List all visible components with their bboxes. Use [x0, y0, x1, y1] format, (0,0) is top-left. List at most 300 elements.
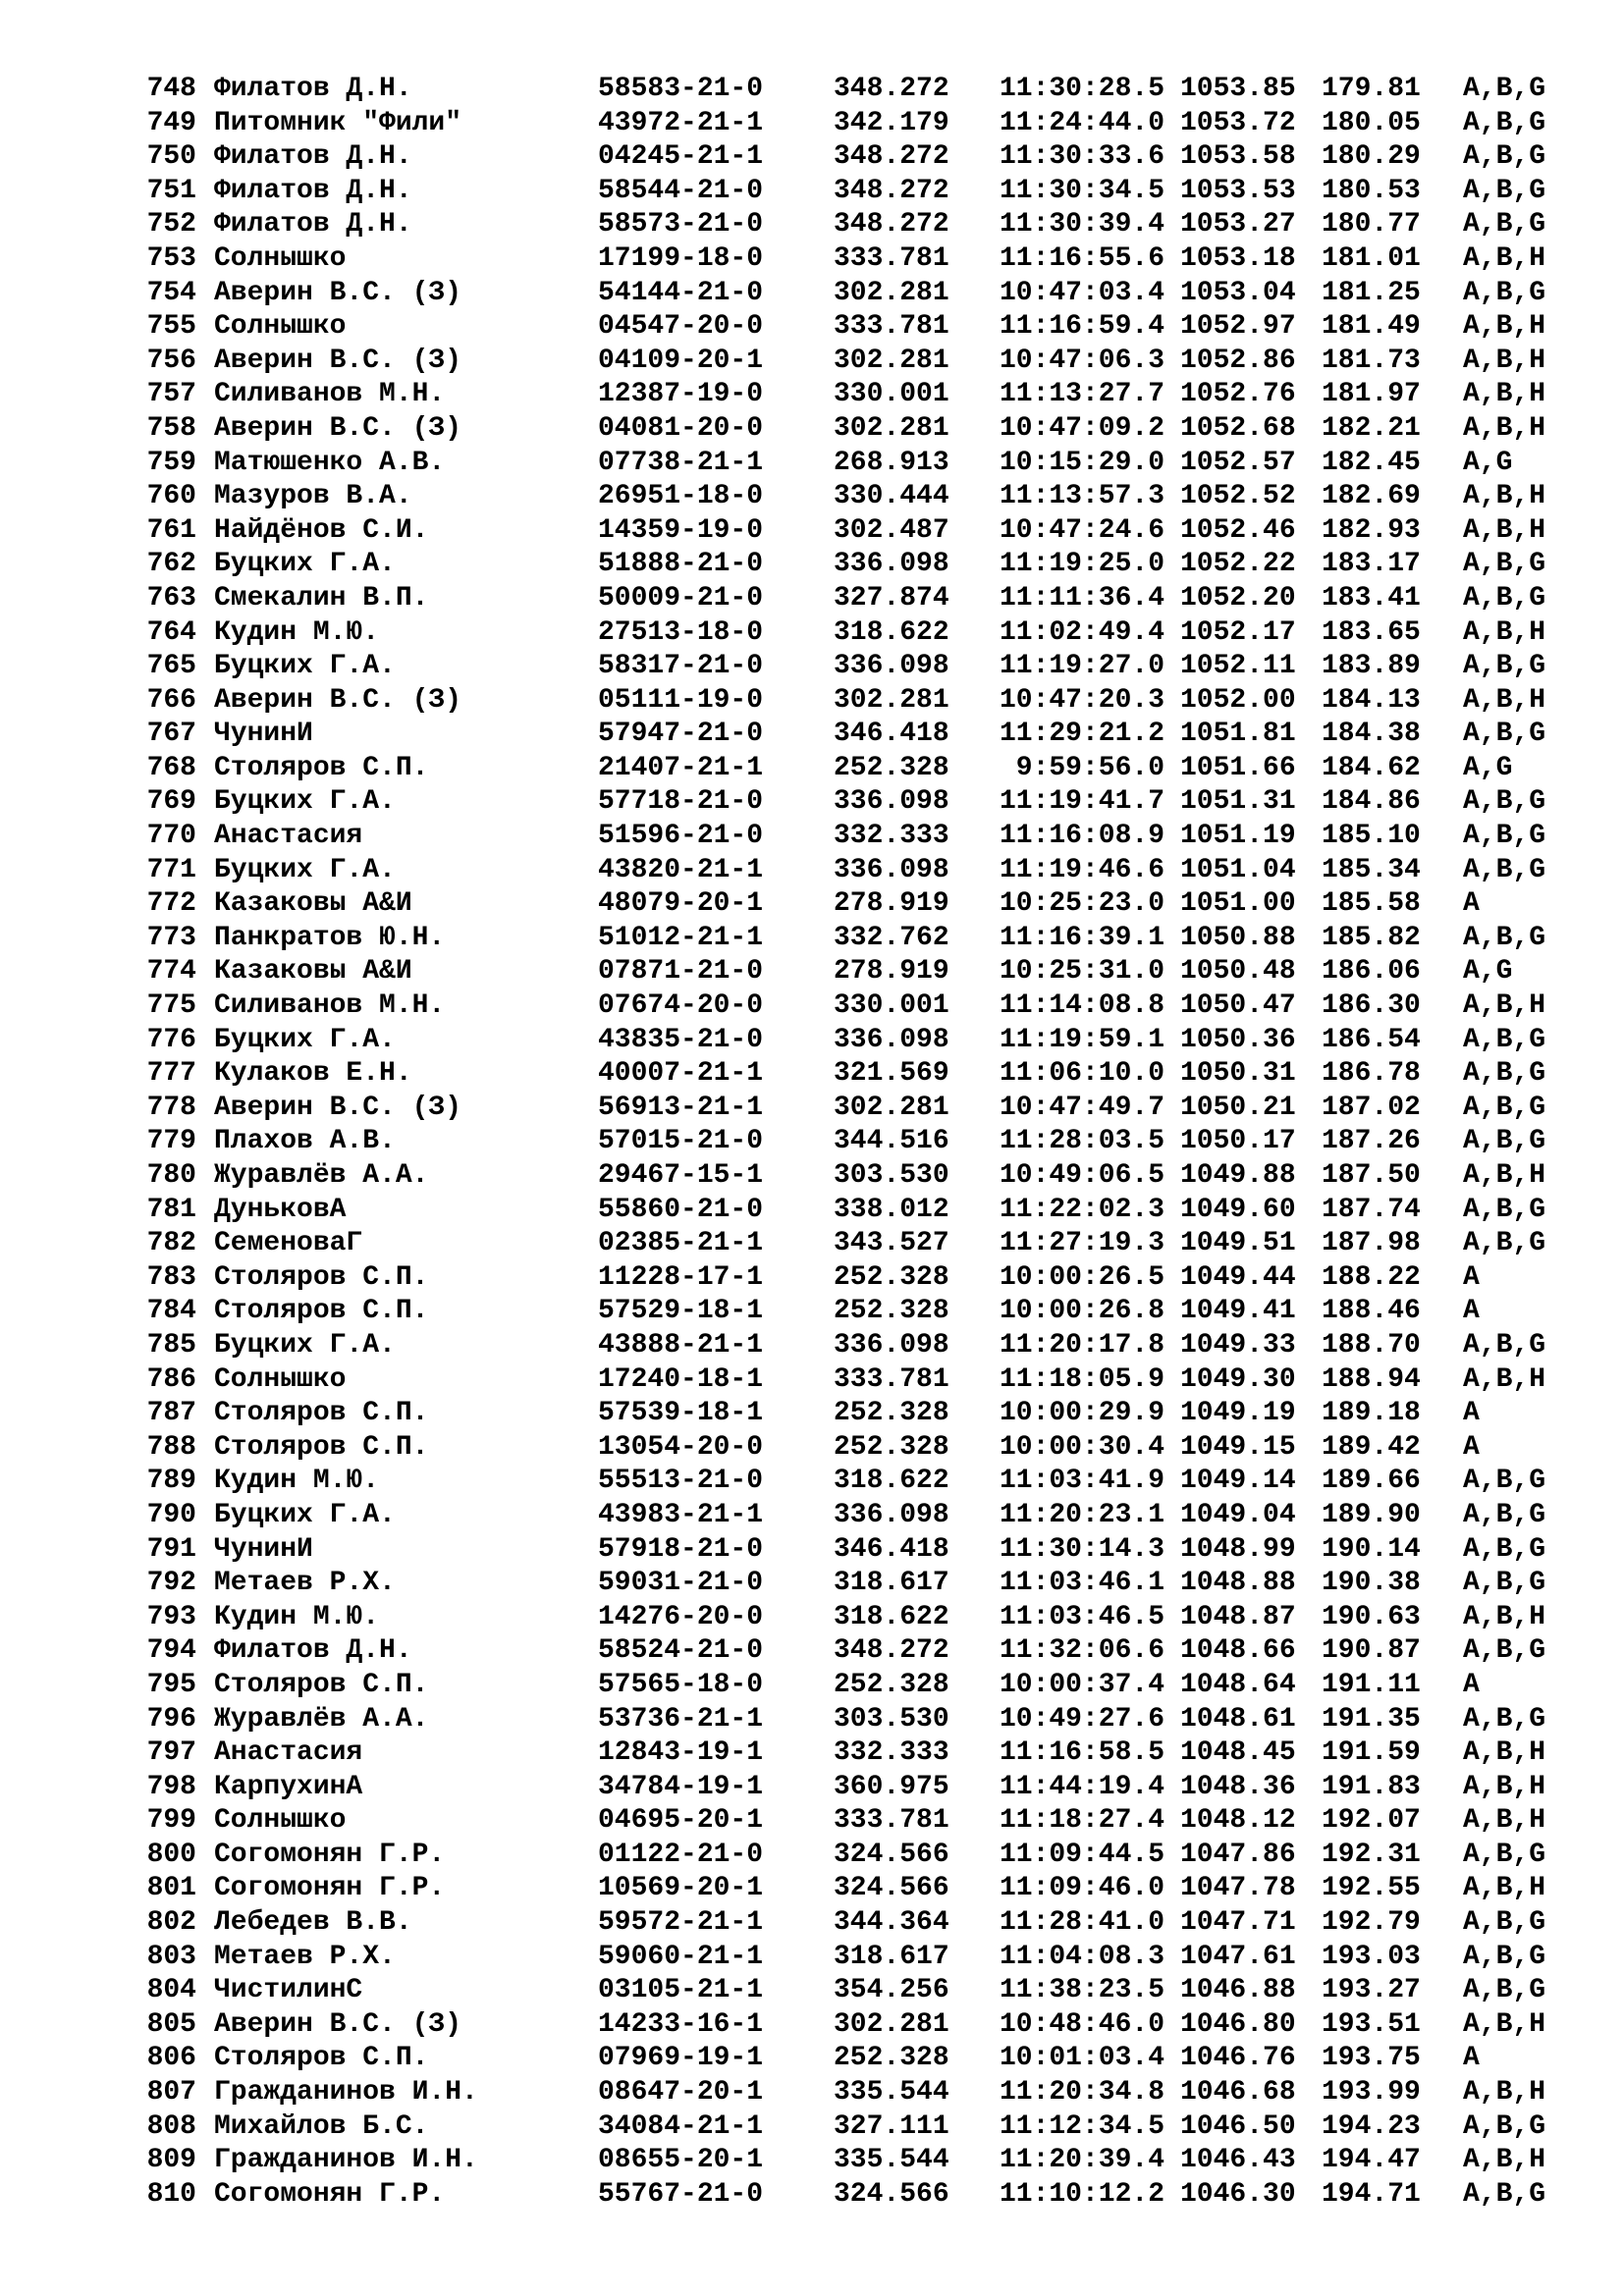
result-position: 793 — [146, 1601, 196, 1632]
result-flags: A,B,G — [1463, 1703, 1546, 1735]
result-flags: A,B,G — [1463, 651, 1546, 682]
result-distance: 252.328 — [834, 1398, 949, 1429]
result-speed: 1053.85 — [1180, 74, 1296, 104]
table-row — [141, 820, 1555, 854]
result-ring-number: 57539-18-1 — [598, 1398, 764, 1429]
result-owner-name: Метаев Р.Х. — [214, 1568, 396, 1599]
result-owner-name: Силиванов М.Н. — [214, 379, 446, 410]
result-coefficient: 183.41 — [1322, 582, 1421, 614]
result-arrival-time: 11:30:39.4 — [999, 209, 1164, 240]
result-arrival-time: 11:27:19.3 — [999, 1228, 1164, 1259]
result-coefficient: 193.03 — [1322, 1941, 1421, 1972]
result-coefficient: 184.62 — [1322, 752, 1421, 783]
result-arrival-time: 10:01:03.4 — [999, 2043, 1164, 2074]
result-flags: A,B,H — [1463, 2145, 1546, 2176]
result-speed: 1049.33 — [1180, 1329, 1296, 1361]
result-owner-name: Гражданинов И.Н. — [214, 2145, 478, 2176]
result-distance: 327.874 — [834, 582, 949, 614]
result-speed: 1052.11 — [1180, 651, 1296, 682]
table-row — [141, 1092, 1555, 1126]
result-distance: 278.919 — [834, 956, 949, 988]
result-speed: 1052.97 — [1180, 311, 1296, 343]
result-distance: 336.098 — [834, 1024, 949, 1055]
result-speed: 1052.20 — [1180, 582, 1296, 614]
result-ring-number: 58573-21-0 — [598, 209, 764, 240]
result-flags: A,B,G — [1463, 582, 1546, 614]
result-position: 785 — [146, 1329, 196, 1361]
table-row — [141, 208, 1555, 242]
result-position: 781 — [146, 1194, 196, 1225]
result-position: 796 — [146, 1703, 196, 1735]
result-coefficient: 188.46 — [1322, 1296, 1421, 1327]
result-distance: 348.272 — [834, 1635, 949, 1667]
result-owner-name: Кудин М.Ю. — [214, 1466, 380, 1497]
result-ring-number: 34784-19-1 — [598, 1771, 764, 1802]
result-arrival-time: 11:10:12.2 — [999, 2178, 1164, 2210]
result-position: 805 — [146, 2008, 196, 2040]
table-row — [141, 2076, 1555, 2110]
result-flags: A,B,G — [1463, 786, 1546, 818]
result-owner-name: Матюшенко А.В. — [214, 447, 446, 478]
result-coefficient: 185.10 — [1322, 821, 1421, 852]
result-arrival-time: 11:32:06.6 — [999, 1635, 1164, 1667]
result-speed: 1051.04 — [1180, 854, 1296, 885]
result-flags: A — [1463, 1261, 1480, 1293]
result-coefficient: 185.82 — [1322, 922, 1421, 953]
result-ring-number: 01122-21-0 — [598, 1839, 764, 1870]
result-ring-number: 04245-21-1 — [598, 141, 764, 173]
result-distance: 318.622 — [834, 1601, 949, 1632]
result-arrival-time: 11:44:19.4 — [999, 1771, 1164, 1802]
result-coefficient: 191.35 — [1322, 1703, 1421, 1735]
result-position: 795 — [146, 1669, 196, 1700]
table-row — [141, 1057, 1555, 1092]
result-ring-number: 57565-18-0 — [598, 1669, 764, 1700]
result-position: 772 — [146, 888, 196, 920]
result-distance: 344.516 — [834, 1126, 949, 1157]
result-arrival-time: 11:09:44.5 — [999, 1839, 1164, 1870]
result-coefficient: 192.31 — [1322, 1839, 1421, 1870]
result-flags: A,B,G — [1463, 1092, 1546, 1123]
result-arrival-time: 11:20:23.1 — [999, 1499, 1164, 1530]
result-flags: A,B,H — [1463, 481, 1546, 512]
result-position: 769 — [146, 786, 196, 818]
table-row — [141, 1329, 1555, 1363]
result-owner-name: Кудин М.Ю. — [214, 1601, 380, 1632]
table-row — [141, 1159, 1555, 1194]
result-ring-number: 56913-21-1 — [598, 1092, 764, 1123]
result-position: 764 — [146, 616, 196, 648]
result-coefficient: 191.11 — [1322, 1669, 1421, 1700]
result-position: 801 — [146, 1873, 196, 1904]
result-arrival-time: 11:13:57.3 — [999, 481, 1164, 512]
result-owner-name: Буцких Г.А. — [214, 1329, 396, 1361]
table-row — [141, 2144, 1555, 2178]
table-row — [141, 887, 1555, 922]
result-position: 807 — [146, 2077, 196, 2109]
result-speed: 1052.17 — [1180, 616, 1296, 648]
result-speed: 1053.18 — [1180, 242, 1296, 274]
result-coefficient: 184.38 — [1322, 719, 1421, 750]
result-ring-number: 40007-21-1 — [598, 1058, 764, 1090]
table-row — [141, 1363, 1555, 1398]
result-position: 790 — [146, 1499, 196, 1530]
result-position: 757 — [146, 379, 196, 410]
result-position: 751 — [146, 175, 196, 206]
result-flags: A,B,H — [1463, 2008, 1546, 2040]
result-flags: A,B,G — [1463, 1058, 1546, 1090]
result-ring-number: 43820-21-1 — [598, 854, 764, 885]
result-speed: 1052.52 — [1180, 481, 1296, 512]
result-flags: A,B,H — [1463, 379, 1546, 410]
table-row — [141, 242, 1555, 277]
result-arrival-time: 11:13:27.7 — [999, 379, 1164, 410]
result-coefficient: 184.13 — [1322, 684, 1421, 716]
result-coefficient: 187.50 — [1322, 1160, 1421, 1191]
result-position: 758 — [146, 412, 196, 444]
result-distance: 333.781 — [834, 311, 949, 343]
table-row — [141, 1465, 1555, 1499]
table-row — [141, 73, 1555, 107]
result-ring-number: 29467-15-1 — [598, 1160, 764, 1191]
result-ring-number: 04547-20-0 — [598, 311, 764, 343]
table-row — [141, 1125, 1555, 1159]
result-coefficient: 192.79 — [1322, 1907, 1421, 1939]
result-ring-number: 17199-18-0 — [598, 242, 764, 274]
result-arrival-time: 11:03:46.1 — [999, 1568, 1164, 1599]
result-speed: 1051.31 — [1180, 786, 1296, 818]
result-owner-name: Буцких Г.А. — [214, 549, 396, 580]
result-speed: 1053.58 — [1180, 141, 1296, 173]
result-arrival-time: 10:00:26.8 — [999, 1296, 1164, 1327]
table-row — [141, 1736, 1555, 1771]
result-coefficient: 189.90 — [1322, 1499, 1421, 1530]
table-row — [141, 345, 1555, 379]
result-owner-name: Согомонян Г.Р. — [214, 1873, 446, 1904]
result-position: 777 — [146, 1058, 196, 1090]
result-speed: 1049.15 — [1180, 1431, 1296, 1463]
result-distance: 318.617 — [834, 1941, 949, 1972]
result-speed: 1048.87 — [1180, 1601, 1296, 1632]
result-speed: 1049.51 — [1180, 1228, 1296, 1259]
result-speed: 1050.21 — [1180, 1092, 1296, 1123]
table-row — [141, 1261, 1555, 1296]
result-owner-name: Лебедев В.В. — [214, 1907, 412, 1939]
result-speed: 1052.57 — [1180, 447, 1296, 478]
result-coefficient: 193.27 — [1322, 1975, 1421, 2006]
result-position: 797 — [146, 1737, 196, 1769]
result-position: 767 — [146, 719, 196, 750]
result-distance: 348.272 — [834, 74, 949, 104]
result-coefficient: 186.78 — [1322, 1058, 1421, 1090]
table-row — [141, 2178, 1555, 2213]
result-flags: A,B,H — [1463, 1601, 1546, 1632]
result-speed: 1053.72 — [1180, 107, 1296, 138]
result-position: 784 — [146, 1296, 196, 1327]
result-speed: 1046.43 — [1180, 2145, 1296, 2176]
result-flags: A — [1463, 1431, 1480, 1463]
result-ring-number: 13054-20-0 — [598, 1431, 764, 1463]
result-coefficient: 193.99 — [1322, 2077, 1421, 2109]
result-position: 779 — [146, 1126, 196, 1157]
result-owner-name: Журавлёв А.А. — [214, 1703, 429, 1735]
result-speed: 1046.88 — [1180, 1975, 1296, 2006]
result-coefficient: 187.74 — [1322, 1194, 1421, 1225]
result-speed: 1053.27 — [1180, 209, 1296, 240]
result-distance: 252.328 — [834, 1669, 949, 1700]
table-row — [141, 480, 1555, 514]
result-arrival-time: 10:47:24.6 — [999, 514, 1164, 546]
result-owner-name: Столяров С.П. — [214, 2043, 429, 2074]
result-flags: A,B,H — [1463, 514, 1546, 546]
table-row — [141, 1499, 1555, 1533]
result-flags: A — [1463, 1669, 1480, 1700]
result-arrival-time: 11:28:41.0 — [999, 1907, 1164, 1939]
result-distance: 318.622 — [834, 1466, 949, 1497]
result-distance: 278.919 — [834, 888, 949, 920]
result-distance: 268.913 — [834, 447, 949, 478]
table-row — [141, 2110, 1555, 2145]
table-row — [141, 1194, 1555, 1228]
table-row — [141, 1634, 1555, 1669]
table-row — [141, 2042, 1555, 2076]
result-distance: 252.328 — [834, 2043, 949, 2074]
result-flags: A,B,G — [1463, 74, 1546, 104]
table-row — [141, 955, 1555, 989]
table-row — [141, 1872, 1555, 1906]
result-coefficient: 186.06 — [1322, 956, 1421, 988]
result-ring-number: 48079-20-1 — [598, 888, 764, 920]
result-speed: 1049.41 — [1180, 1296, 1296, 1327]
result-coefficient: 194.23 — [1322, 2110, 1421, 2142]
result-ring-number: 50009-21-0 — [598, 582, 764, 614]
result-speed: 1049.19 — [1180, 1398, 1296, 1429]
result-distance: 302.281 — [834, 684, 949, 716]
table-row — [141, 752, 1555, 786]
result-distance: 342.179 — [834, 107, 949, 138]
result-owner-name: Столяров С.П. — [214, 1261, 429, 1293]
result-owner-name: Согомонян Г.Р. — [214, 2178, 446, 2210]
result-coefficient: 185.58 — [1322, 888, 1421, 920]
result-arrival-time: 11:30:33.6 — [999, 141, 1164, 173]
result-speed: 1052.00 — [1180, 684, 1296, 716]
table-row — [141, 1295, 1555, 1329]
result-distance: 318.622 — [834, 616, 949, 648]
result-position: 800 — [146, 1839, 196, 1870]
result-speed: 1050.88 — [1180, 922, 1296, 953]
result-position: 748 — [146, 74, 196, 104]
result-coefficient: 193.51 — [1322, 2008, 1421, 2040]
result-arrival-time: 11:03:46.5 — [999, 1601, 1164, 1632]
result-distance: 330.444 — [834, 481, 949, 512]
result-coefficient: 193.75 — [1322, 2043, 1421, 2074]
result-distance: 252.328 — [834, 1296, 949, 1327]
result-owner-name: КарпухинА — [214, 1771, 363, 1802]
result-distance: 302.281 — [834, 412, 949, 444]
result-ring-number: 03105-21-1 — [598, 1975, 764, 2006]
result-ring-number: 58524-21-0 — [598, 1635, 764, 1667]
result-flags: A,B,H — [1463, 1805, 1546, 1837]
result-arrival-time: 10:47:09.2 — [999, 412, 1164, 444]
result-coefficient: 194.47 — [1322, 2145, 1421, 2176]
result-flags: A,B,G — [1463, 1568, 1546, 1599]
result-speed: 1048.88 — [1180, 1568, 1296, 1599]
table-row — [141, 1024, 1555, 1058]
result-distance: 324.566 — [834, 2178, 949, 2210]
result-arrival-time: 11:16:39.1 — [999, 922, 1164, 953]
result-coefficient: 192.55 — [1322, 1873, 1421, 1904]
result-position: 755 — [146, 311, 196, 343]
result-ring-number: 11228-17-1 — [598, 1261, 764, 1293]
result-flags: A,B,G — [1463, 922, 1546, 953]
result-coefficient: 190.38 — [1322, 1568, 1421, 1599]
result-position: 753 — [146, 242, 196, 274]
result-distance: 333.781 — [834, 242, 949, 274]
result-owner-name: ЧистилинС — [214, 1975, 363, 2006]
result-coefficient: 183.17 — [1322, 549, 1421, 580]
result-distance: 327.111 — [834, 2110, 949, 2142]
result-distance: 302.281 — [834, 277, 949, 308]
result-owner-name: Буцких Г.А. — [214, 1499, 396, 1530]
result-arrival-time: 10:49:06.5 — [999, 1160, 1164, 1191]
result-distance: 302.281 — [834, 1092, 949, 1123]
result-owner-name: Метаев Р.Х. — [214, 1941, 396, 1972]
result-owner-name: Столяров С.П. — [214, 1398, 429, 1429]
result-arrival-time: 11:16:08.9 — [999, 821, 1164, 852]
table-row — [141, 412, 1555, 447]
result-coefficient: 192.07 — [1322, 1805, 1421, 1837]
result-position: 804 — [146, 1975, 196, 2006]
result-flags: A,B,G — [1463, 107, 1546, 138]
table-row — [141, 1533, 1555, 1568]
result-distance: 332.333 — [834, 1737, 949, 1769]
table-row — [141, 277, 1555, 311]
result-owner-name: ДуньковА — [214, 1194, 347, 1225]
result-position: 766 — [146, 684, 196, 716]
result-coefficient: 182.93 — [1322, 514, 1421, 546]
result-arrival-time: 11:16:58.5 — [999, 1737, 1164, 1769]
result-arrival-time: 11:30:28.5 — [999, 74, 1164, 104]
result-coefficient: 187.02 — [1322, 1092, 1421, 1123]
result-coefficient: 185.34 — [1322, 854, 1421, 885]
result-owner-name: Солнышко — [214, 1363, 347, 1395]
result-ring-number: 07871-21-0 — [598, 956, 764, 988]
result-distance: 332.333 — [834, 821, 949, 852]
result-owner-name: Аверин В.С. (З) — [214, 345, 462, 376]
result-distance: 336.098 — [834, 786, 949, 818]
result-arrival-time: 11:06:10.0 — [999, 1058, 1164, 1090]
result-arrival-time: 11:09:46.0 — [999, 1873, 1164, 1904]
result-coefficient: 183.65 — [1322, 616, 1421, 648]
result-arrival-time: 10:47:06.3 — [999, 345, 1164, 376]
result-owner-name: СеменоваГ — [214, 1228, 363, 1259]
result-position: 768 — [146, 752, 196, 783]
result-flags: A,B,G — [1463, 2178, 1546, 2210]
result-coefficient: 181.49 — [1322, 311, 1421, 343]
result-ring-number: 34084-21-1 — [598, 2110, 764, 2142]
result-coefficient: 189.66 — [1322, 1466, 1421, 1497]
table-row — [141, 1804, 1555, 1839]
result-speed: 1052.46 — [1180, 514, 1296, 546]
table-row — [141, 447, 1555, 481]
result-arrival-time: 11:12:34.5 — [999, 2110, 1164, 2142]
result-arrival-time: 10:00:30.4 — [999, 1431, 1164, 1463]
table-row — [141, 684, 1555, 719]
table-row — [141, 616, 1555, 651]
result-coefficient: 182.21 — [1322, 412, 1421, 444]
table-row — [141, 854, 1555, 888]
result-speed: 1050.31 — [1180, 1058, 1296, 1090]
result-ring-number: 02385-21-1 — [598, 1228, 764, 1259]
result-arrival-time: 11:22:02.3 — [999, 1194, 1164, 1225]
result-position: 788 — [146, 1431, 196, 1463]
result-position: 802 — [146, 1907, 196, 1939]
result-ring-number: 08655-20-1 — [598, 2145, 764, 2176]
result-ring-number: 55513-21-0 — [598, 1466, 764, 1497]
table-row — [141, 650, 1555, 684]
result-owner-name: Смекалин В.П. — [214, 582, 429, 614]
result-distance: 330.001 — [834, 379, 949, 410]
result-owner-name: Мазуров В.А. — [214, 481, 412, 512]
result-owner-name: Питомник "Фили" — [214, 107, 462, 138]
result-arrival-time: 11:19:46.6 — [999, 854, 1164, 885]
result-flags: A,G — [1463, 752, 1513, 783]
result-speed: 1049.88 — [1180, 1160, 1296, 1191]
result-distance: 336.098 — [834, 651, 949, 682]
table-row — [141, 1906, 1555, 1941]
result-coefficient: 182.69 — [1322, 481, 1421, 512]
result-flags: A,B,G — [1463, 1126, 1546, 1157]
result-arrival-time: 11:04:08.3 — [999, 1941, 1164, 1972]
result-speed: 1046.76 — [1180, 2043, 1296, 2074]
result-owner-name: Столяров С.П. — [214, 1669, 429, 1700]
result-position: 786 — [146, 1363, 196, 1395]
result-speed: 1047.71 — [1180, 1907, 1296, 1939]
result-coefficient: 183.89 — [1322, 651, 1421, 682]
result-speed: 1052.86 — [1180, 345, 1296, 376]
result-speed: 1050.36 — [1180, 1024, 1296, 1055]
result-arrival-time: 11:30:14.3 — [999, 1533, 1164, 1565]
result-owner-name: Журавлёв А.А. — [214, 1160, 429, 1191]
result-coefficient: 194.71 — [1322, 2178, 1421, 2210]
result-ring-number: 07738-21-1 — [598, 447, 764, 478]
result-distance: 303.530 — [834, 1160, 949, 1191]
result-flags: A,B,G — [1463, 1907, 1546, 1939]
table-row — [141, 1771, 1555, 1805]
result-distance: 348.272 — [834, 175, 949, 206]
result-position: 791 — [146, 1533, 196, 1565]
result-owner-name: Казаковы А&И — [214, 888, 412, 920]
result-distance: 318.617 — [834, 1568, 949, 1599]
result-owner-name: ЧунинИ — [214, 719, 313, 750]
result-flags: A,B,G — [1463, 1533, 1546, 1565]
result-position: 778 — [146, 1092, 196, 1123]
result-coefficient: 180.29 — [1322, 141, 1421, 173]
result-owner-name: Согомонян Г.Р. — [214, 1839, 446, 1870]
result-position: 803 — [146, 1941, 196, 1972]
table-row — [141, 548, 1555, 582]
result-coefficient: 181.97 — [1322, 379, 1421, 410]
result-owner-name: Силиванов М.Н. — [214, 990, 446, 1022]
result-flags: A,B,G — [1463, 1466, 1546, 1497]
result-flags: A,B,H — [1463, 1160, 1546, 1191]
result-speed: 1051.00 — [1180, 888, 1296, 920]
table-row — [141, 1839, 1555, 1873]
table-row — [141, 1431, 1555, 1466]
result-owner-name: Буцких Г.А. — [214, 854, 396, 885]
result-distance: 338.012 — [834, 1194, 949, 1225]
result-arrival-time: 11:24:44.0 — [999, 107, 1164, 138]
